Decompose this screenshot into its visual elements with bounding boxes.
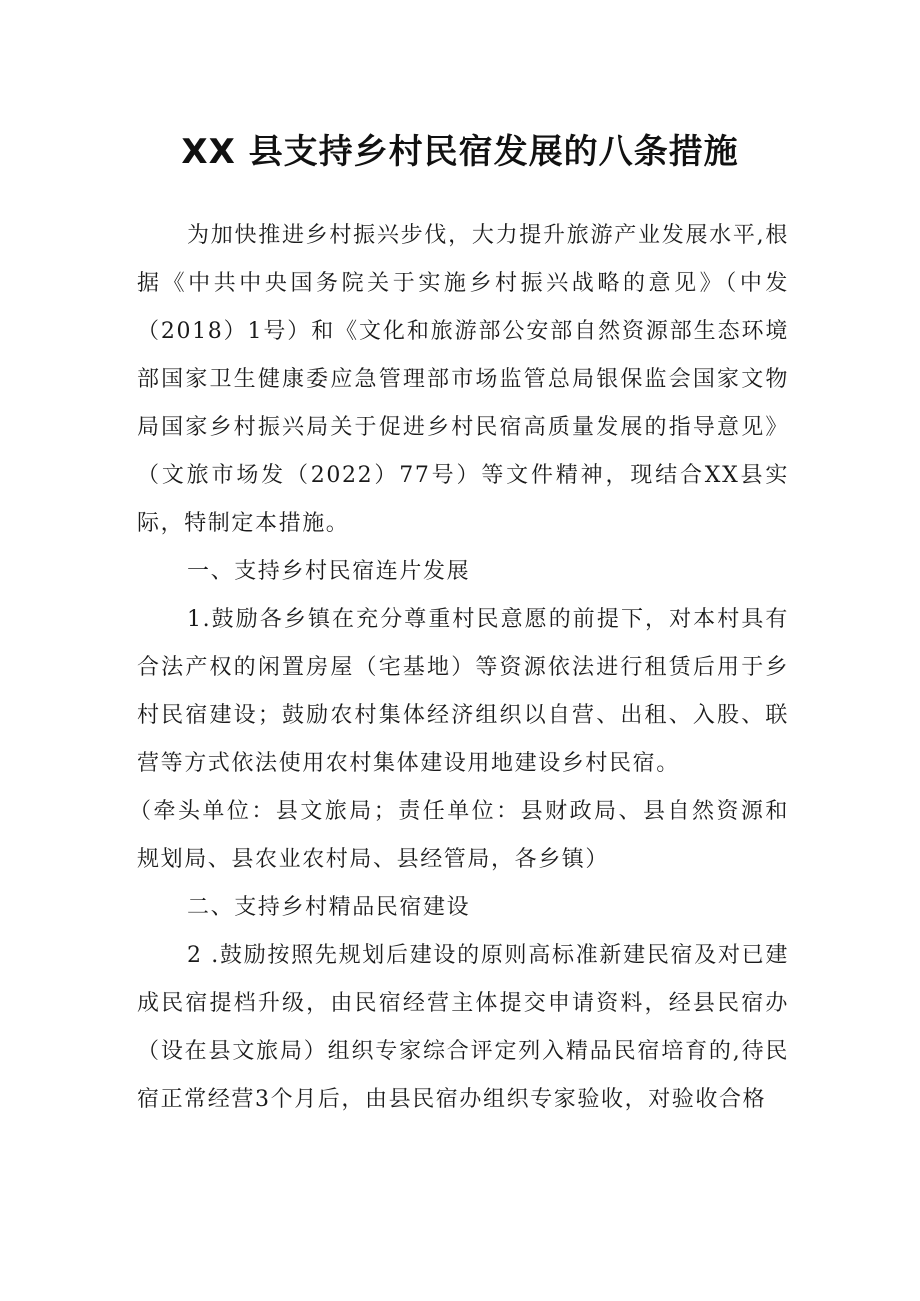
item-1-responsible-units: （牵头单位：县文旅局；责任单位：县财政局、县自然资源和规划局、县农业农村局、县经管局，各乡镇）: [129, 799, 789, 872]
section-heading-1: 一、支持乡村民宿连片发展: [187, 559, 471, 584]
document-title: XX 县支持乡村民宿发展的八条措施: [181, 132, 739, 172]
document-body: [129, 212, 789, 1124]
item-2-paragraph: 2 .鼓励按照先规划后建设的原则高标准新建民宿及对已建成民宿提档升级，由民宿经营主体提交申请资料，经县民宿办（设在县文旅局）组织专家综合评定列入精品民宿培育的,待民宿正常经营3个月后，由县民宿办组织专家验收，对验收合格: [137, 943, 789, 1112]
section-heading-2: 二、支持乡村精品民宿建设: [187, 895, 471, 920]
intro-paragraph: 为加快推进乡村振兴步伐，大力提升旅游产业发展水平,根据《中共中央国务院关于实施乡村振兴战略的意见》（中发（2018）1号）和《文化和旅游部公安部自然资源部生态环境部国家卫生健康委应急管理部市场监管总局银保监会国家文物局国家乡村振兴局关于促进乡村民宿高质量发展的指导意见》（文旅市场发（2022）77号）等文件精神，现结合XX县实际，特制定本措施。: [137, 223, 789, 536]
item-1-paragraph: 1.鼓励各乡镇在充分尊重村民意愿的前提下，对本村具有合法产权的闲置房屋（宅基地）等资源依法进行租赁后用于乡村民宿建设；鼓励农村集体经济组织以自营、出租、入股、联营等方式依法使用农村集体建设用地建设乡村民宿。: [137, 607, 789, 776]
